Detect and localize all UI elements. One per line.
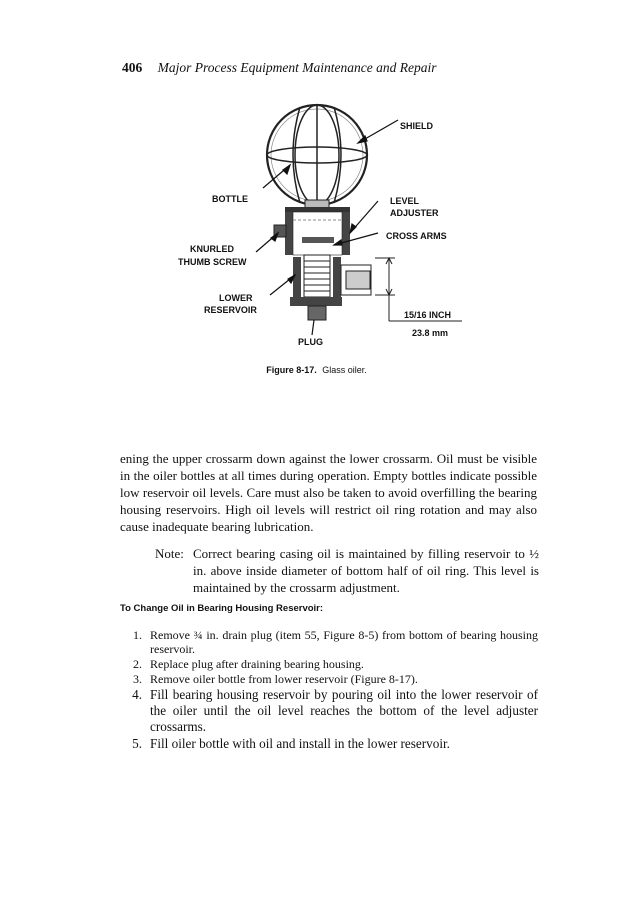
step-number: 4. <box>132 687 142 702</box>
plug-shape <box>308 306 326 320</box>
label-level: LEVEL <box>390 196 420 206</box>
step-text: Remove ¾ in. drain plug (item 55, Figure 8-5) from bottom of bearing housing reservoir. <box>150 628 538 656</box>
glass-oiler-figure <box>178 85 480 360</box>
running-header <box>122 60 436 76</box>
threaded-stem <box>304 255 330 297</box>
page-number: 406 <box>122 60 143 75</box>
caption-label: Figure 8-17. <box>266 365 317 375</box>
glass-oiler-diagram <box>178 85 480 360</box>
label-reservoir: RESERVOIR <box>204 305 257 315</box>
note-label: Note: <box>155 546 184 561</box>
body-paragraph: ening the upper crossarm down against the lower crossarm. Oil must be visible in the oiler bottles at all times during operation. Empty bottles indicate possible low reservoir oil levels. Care must also be taken to avoid overfilling the bearing housing reservoirs. High oil levels will restrict oil ring rotation and may also cause inadequate bearing lubrication. <box>120 451 537 534</box>
cross-arms-bar <box>302 237 334 243</box>
step-number: 3. <box>133 672 142 686</box>
label-shield: SHIELD <box>400 121 434 131</box>
note-text: Correct bearing casing oil is maintained by filling reservoir to ½ in. above inside diameter of bottom half of oil ring. This level is maintained by the crossarm adjustment. <box>193 546 539 595</box>
label-thumb-screw: THUMB SCREW <box>178 257 247 267</box>
label-cross-arms: CROSS ARMS <box>386 231 447 241</box>
note-block <box>155 545 539 596</box>
label-plug: PLUG <box>298 337 324 347</box>
label-dim-mm: 23.8 mm <box>412 328 449 338</box>
step-item <box>120 736 538 752</box>
label-bottle: BOTTLE <box>212 194 248 204</box>
procedure-steps <box>120 628 538 753</box>
step-item <box>120 628 538 656</box>
step-item <box>120 672 538 686</box>
section-subheading: To Change Oil in Bearing Housing Reservoir: <box>120 603 324 614</box>
step-number: 2. <box>133 657 142 671</box>
figure-caption <box>0 365 633 375</box>
step-text: Fill bearing housing reservoir by pouring oil into the lower reservoir of the oiler until the oil level reaches the bottom of the level adjuster crossarms. <box>150 687 538 734</box>
upper-body <box>285 207 350 255</box>
running-title: Major Process Equipment Maintenance and Repair <box>157 60 437 75</box>
label-dim-inch: 15/16 INCH <box>404 310 452 320</box>
step-text: Fill oiler bottle with oil and install in the lower reservoir. <box>150 736 450 751</box>
step-number: 5. <box>132 736 142 751</box>
label-knurled: KNURLED <box>190 244 234 254</box>
step-item <box>120 657 538 671</box>
step-number: 1. <box>133 628 142 642</box>
step-text: Replace plug after draining bearing housing. <box>150 657 364 671</box>
step-item <box>120 687 538 735</box>
step-text: Remove oiler bottle from lower reservoir (Figure 8-17). <box>150 672 418 686</box>
label-adjuster: ADJUSTER <box>390 208 439 218</box>
label-lower: LOWER <box>219 293 253 303</box>
caption-text: Glass oiler. <box>322 365 367 375</box>
